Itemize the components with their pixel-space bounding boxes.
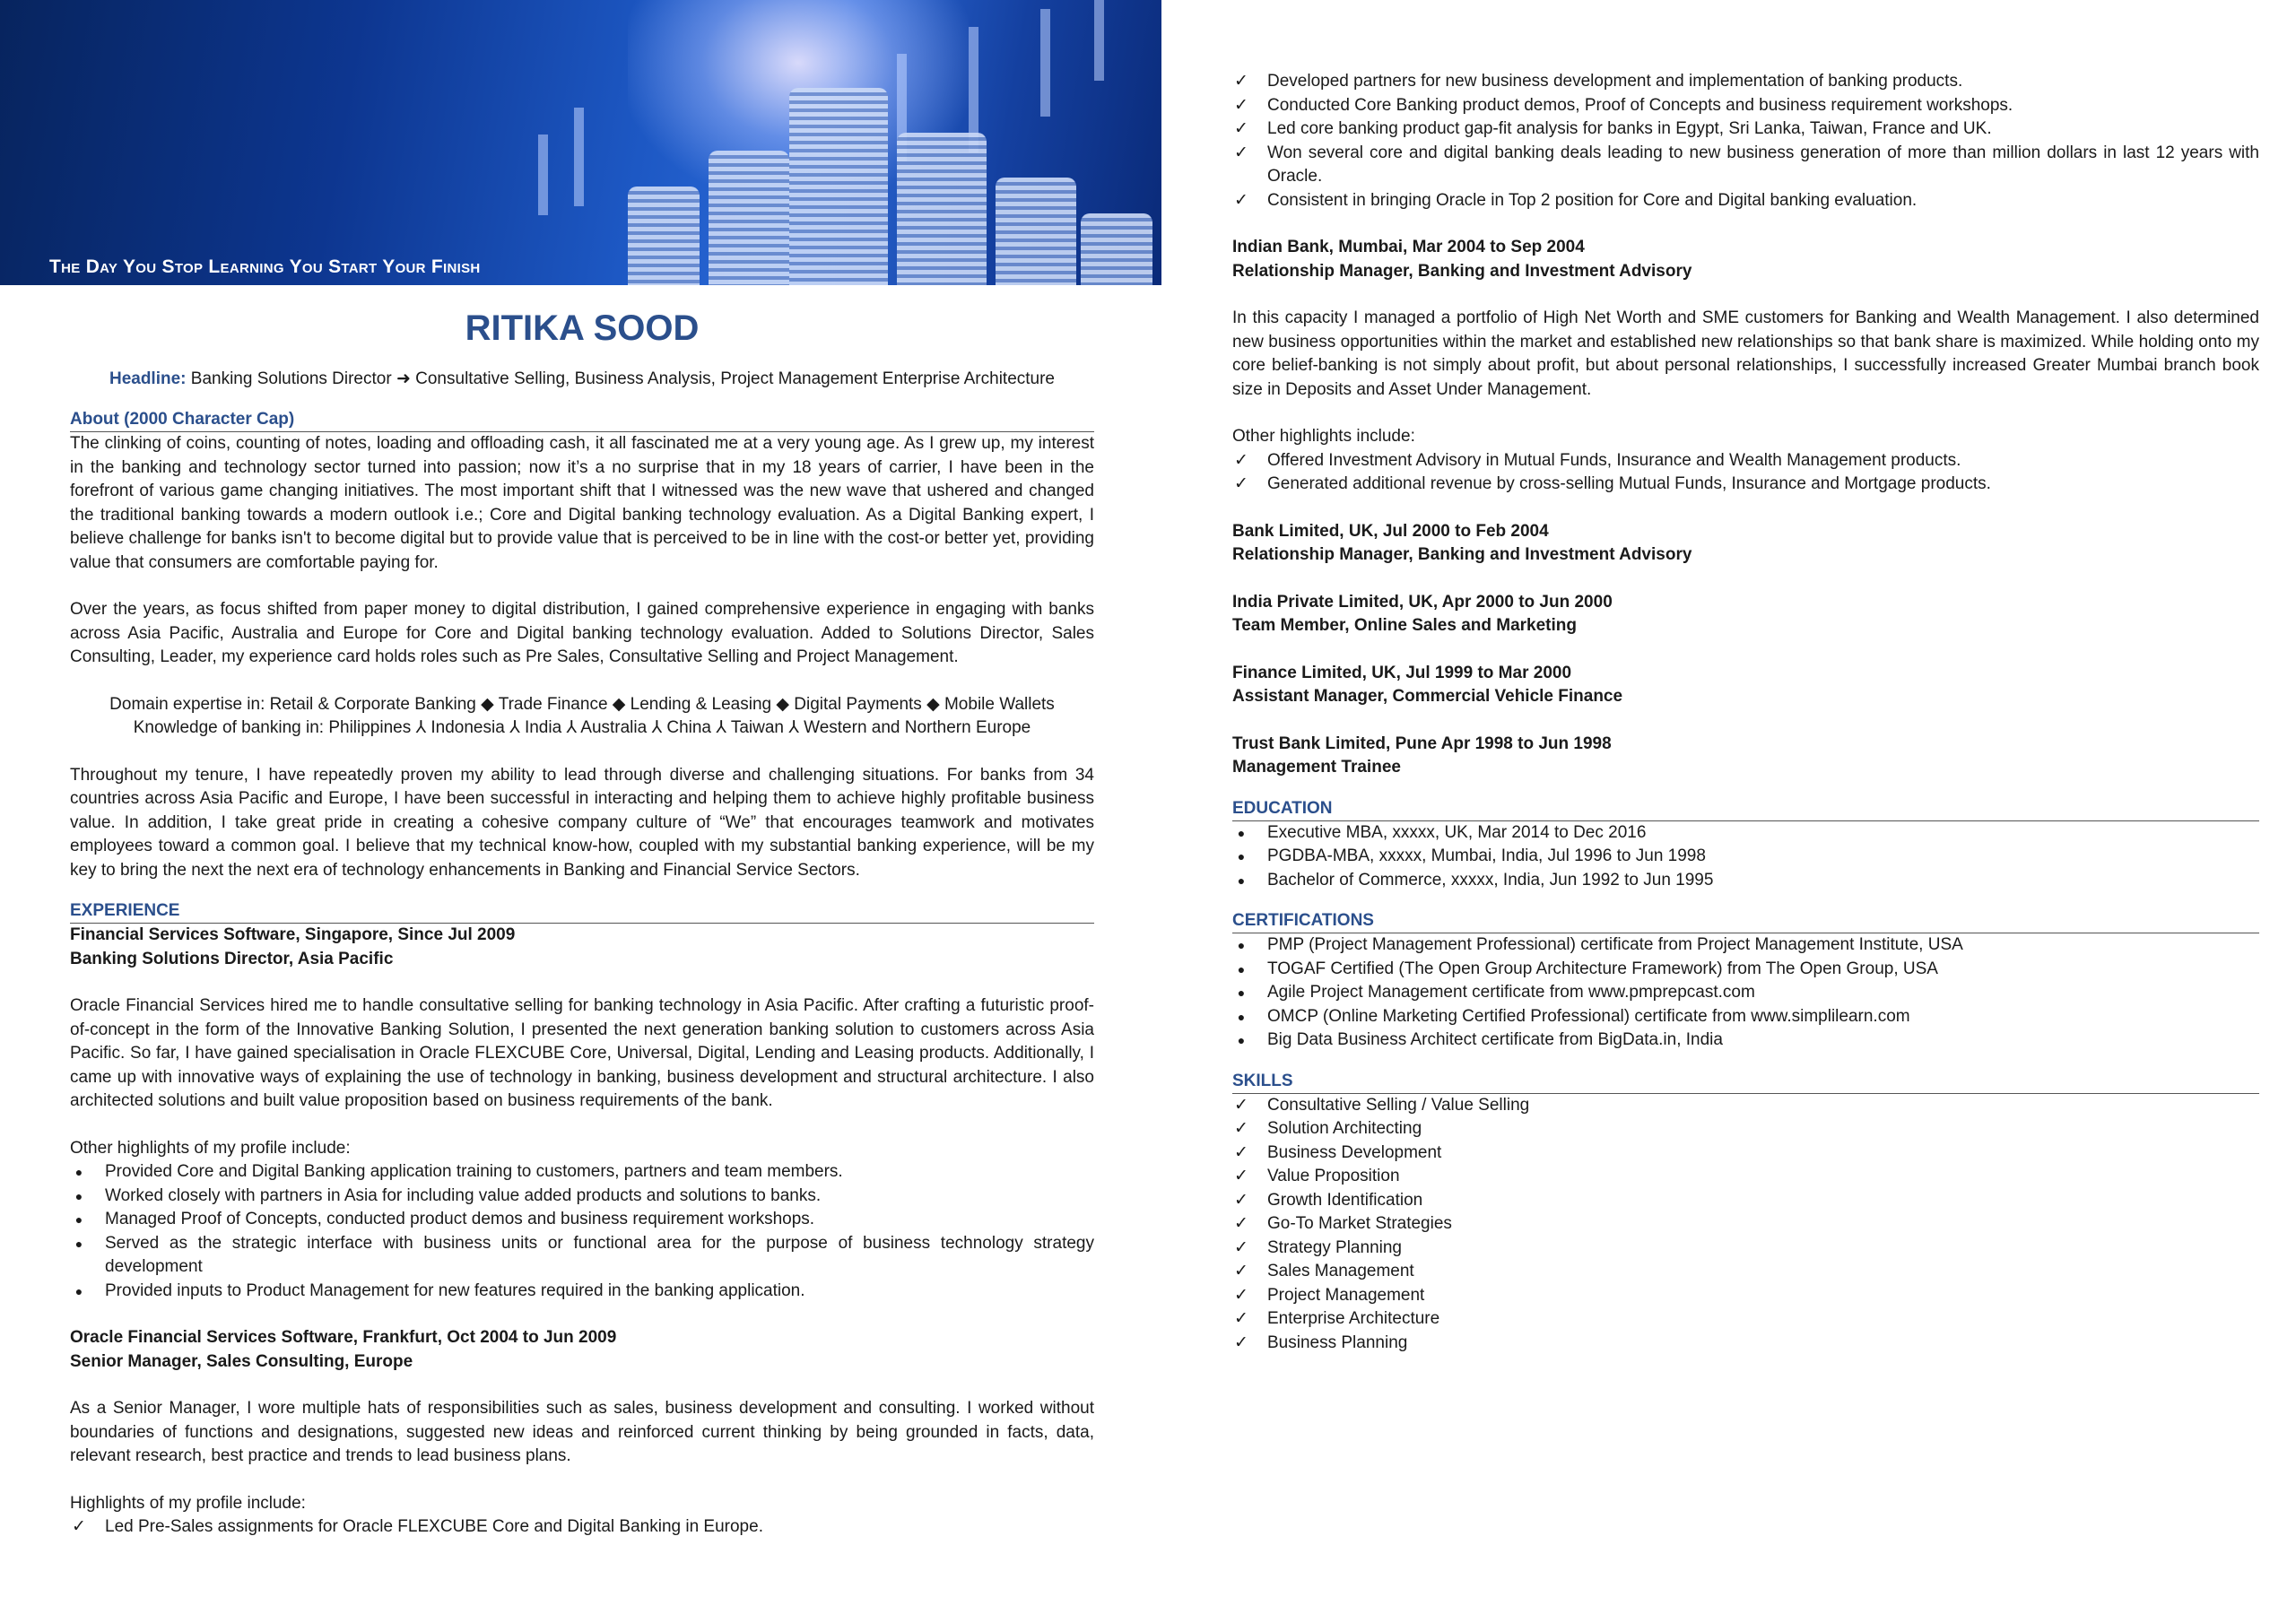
list-item: ● Worked closely with partners in Asia for including value added products and solutions to banks. <box>70 1185 1094 1209</box>
job-role: Relationship Manager, Banking and Investment Advisory <box>1232 261 1692 281</box>
list-item: ● Managed Proof of Concepts, conducted product demos and business requirement workshops. <box>70 1208 1094 1232</box>
banner-coin-stack <box>789 88 888 285</box>
job-highlights-list-continued <box>1232 70 2259 213</box>
banner-candle-bar <box>538 135 548 215</box>
check-icon: ✓ <box>1234 1142 1248 1162</box>
about-paragraph: The clinking of coins, counting of notes, loading and offloading cash, it all fascinated me at a very young age. As I grew up, my interest in the banking and technology sector turned into passion; now it’s a no surprise that in my 18 years of carrier, I have been in the forefront of various game changing initiatives. The most important shift that I witnessed was the new wave that ushered and changed the traditional banking towards a modern outlook i.e.; Core and Digital banking technology evaluation. As a Digital Banking expert, I believe challenge for banks isn't to become digital but to provide value that is perceived to be in line with the cost-or better yet, providing value that consumers are comfortable paying for. <box>70 434 1094 572</box>
check-icon: ✓ <box>1234 1167 1248 1185</box>
list-item: ✓ Led Pre-Sales assignments for Oracle FLEXCUBE Core and Digital Banking in Europe. <box>70 1515 1094 1540</box>
about-paragraph: Throughout my tenure, I have repeatedly proven my ability to lead through diverse and challenging situations. For banks from 34 countries across Asia Pacific and Europe, I have been successful in interacting and helping them to achieve highly profitable business value. In addition, I take great pride in creating a cohesive company culture of “We” that encourages teamwork and motivates employees toward a common goal. I believe that my technical know-how, coupled with my substantial banking experience, will be my key to bring the next the next era of technology enhancements in Banking and Financial Service Sectors. <box>70 765 1094 880</box>
job-role: Banking Solutions Director, Asia Pacific <box>70 949 394 968</box>
bullet-icon: ● <box>1237 849 1246 864</box>
list-item: ✓ Led core banking product gap-fit analysis for banks in Egypt, Sri Lanka, Taiwan, France and UK. <box>1232 117 2259 142</box>
list-item: ● Agile Project Management certificate from www.pmprepcast.com <box>1232 981 2259 1005</box>
skills-list <box>1232 1094 2259 1356</box>
banner-candle-bar <box>1040 9 1050 117</box>
banner-coin-stack <box>628 187 700 285</box>
list-item: ✓ Enterprise Architecture <box>1232 1307 2259 1332</box>
list-item: ● OMCP (Online Marketing Certified Professional) certificate from www.simplilearn.com <box>1232 1005 2259 1029</box>
section-title-experience: EXPERIENCE <box>70 900 1094 924</box>
list-item: ● PGDBA-MBA, xxxxx, Mumbai, India, Jul 1996 to Jun 1998 <box>1232 845 2259 869</box>
list-item: ● Bachelor of Commerce, xxxxx, India, Jun 1992 to Jun 1995 <box>1232 869 2259 893</box>
job-role: Management Trainee <box>1232 758 1401 777</box>
list-item: ● TOGAF Certified (The Open Group Architecture Framework) from The Open Group, USA <box>1232 958 2259 982</box>
check-icon: ✓ <box>1234 474 1248 493</box>
bullet-icon: ● <box>74 1188 83 1203</box>
highlights-intro: Highlights of my profile include: <box>70 1493 306 1513</box>
job-company: India Private Limited, UK, Apr 2000 to Jun 2000 <box>1232 592 1613 612</box>
banner-coin-stack <box>897 133 987 285</box>
list-item: ✓ Conducted Core Banking product demos, Proof of Concepts and business requirement workshops. <box>1232 94 2259 118</box>
banking-knowledge-line: Knowledge of banking in: Philippines ⅄ Indonesia ⅄ India ⅄ Australia ⅄ China ⅄ Taiwan ⅄ Western and Northern Europe <box>133 718 1031 737</box>
section-title-skills: SKILLS <box>1232 1071 2259 1094</box>
section-title-about: About (2000 Character Cap) <box>70 409 1094 432</box>
job-role: Relationship Manager, Banking and Investment Advisory <box>1232 545 1692 564</box>
job-company: Financial Services Software, Singapore, Since Jul 2009 <box>70 925 516 944</box>
list-item: ✓ Strategy Planning <box>1232 1237 2259 1261</box>
education-list <box>1232 821 2259 893</box>
bullet-icon: ● <box>74 1236 83 1251</box>
job-company: Trust Bank Limited, Pune Apr 1998 to Jun 1998 <box>1232 733 1612 753</box>
banner-coin-stack <box>996 178 1076 285</box>
check-icon: ✓ <box>72 1517 86 1536</box>
check-icon: ✓ <box>1234 1190 1248 1210</box>
banner-coin-stack <box>709 151 789 285</box>
about-paragraph: Over the years, as focus shifted from paper money to digital distribution, I gained comprehensive experience in engaging with banks across Asia Pacific, Australia and Europe for Core and Digital banking technology evaluation. Added to Solutions Director, Sales Consulting, Leader, my experience card holds roles such as Pre Sales, Consultative Selling and Project Management. <box>70 600 1094 666</box>
check-icon: ✓ <box>1234 1095 1248 1115</box>
list-item: ● Served as the strategic interface with business units or functional area for the purpose of business technology strategy development <box>70 1232 1094 1280</box>
section-title-certifications: CERTIFICATIONS <box>1232 910 2259 933</box>
list-item: ✓ Consultative Selling / Value Selling <box>1232 1094 2259 1118</box>
list-item: ● Provided Core and Digital Banking application training to customers, partners and team members. <box>70 1160 1094 1185</box>
bullet-icon: ● <box>1237 872 1246 888</box>
bullet-icon: ● <box>1237 1033 1246 1047</box>
check-icon: ✓ <box>1234 1332 1248 1352</box>
headline-text: Banking Solutions Director ➜ Consultative Selling, Business Analysis, Project Management Enterprise Architecture <box>190 369 1056 388</box>
job-description: As a Senior Manager, I wore multiple hats of responsibilities such as sales, business development and consulting. I worked without boundaries of functions and designations, suggested new ideas and reinforced current thinking by being grounded in facts, data, relevant research, best practice and trends to lead business plans. <box>70 1399 1094 1465</box>
list-item: ✓ Solution Architecting <box>1232 1117 2259 1141</box>
job-role: Assistant Manager, Commercial Vehicle Finance <box>1232 687 1623 706</box>
bullet-icon: ● <box>1237 1009 1246 1024</box>
list-item: ● Executive MBA, xxxxx, UK, Mar 2014 to Dec 2016 <box>1232 821 2259 846</box>
list-item: ✓ Business Planning <box>1232 1332 2259 1356</box>
job-role: Team Member, Online Sales and Marketing <box>1232 616 1577 635</box>
banner-candle-bar <box>574 108 584 206</box>
highlights-intro: Other highlights include: <box>1232 427 1415 446</box>
highlights-intro: Other highlights of my profile include: <box>70 1138 351 1158</box>
check-icon: ✓ <box>1234 1262 1248 1280</box>
check-icon: ✓ <box>1234 95 1248 115</box>
list-item: ✓ Business Development <box>1232 1141 2259 1166</box>
bullet-icon: ● <box>74 1165 83 1179</box>
left-column <box>70 296 1094 1540</box>
bullet-icon: ● <box>1237 825 1246 840</box>
header-banner-image <box>0 0 1161 285</box>
list-item: ● PMP (Project Management Professional) certificate from Project Management Institute, USA <box>1232 933 2259 958</box>
check-icon: ✓ <box>1234 119 1248 138</box>
check-icon: ✓ <box>1234 1119 1248 1138</box>
job-company: Finance Limited, UK, Jul 1999 to Mar 2000 <box>1232 663 1572 682</box>
check-icon: ✓ <box>1234 190 1248 210</box>
bullet-icon: ● <box>74 1212 83 1227</box>
job-highlights-list <box>70 1160 1094 1303</box>
job-role: Senior Manager, Sales Consulting, Europe <box>70 1351 413 1371</box>
list-item: ✓ Consistent in bringing Oracle in Top 2 position for Core and Digital banking evaluation. <box>1232 189 2259 213</box>
list-item: ✓ Won several core and digital banking deals leading to new business generation of more than million dollars in last 12 years with Oracle. <box>1232 142 2259 189</box>
job-highlights-list <box>70 1515 1094 1540</box>
list-item: ● Big Data Business Architect certificate from BigData.in, India <box>1232 1028 2259 1053</box>
job-company: Bank Limited, UK, Jul 2000 to Feb 2004 <box>1232 521 1549 541</box>
job-highlights-list <box>1232 449 2259 497</box>
banner-candle-bar <box>1094 0 1104 81</box>
check-icon: ✓ <box>1234 1309 1248 1328</box>
list-item: ✓ Value Proposition <box>1232 1165 2259 1189</box>
job-description: In this capacity I managed a portfolio of High Net Worth and SME customers for Banking and Wealth Management. I also determined new business opportunities within the market and established new relationships so that bank share is maximized. While holding onto my core belief-banking is not simply about profit, but about personal relationships, I successfully increased Greater Mumbai branch book size in Deposits and Asset Under Management. <box>1232 308 2259 399</box>
right-column <box>1232 70 2259 1355</box>
check-icon: ✓ <box>1234 143 1248 162</box>
bullet-icon: ● <box>1237 938 1246 952</box>
job-description: Oracle Financial Services hired me to handle consultative selling for banking technology in Asia Pacific. After crafting a futuristic proof-of-concept in the form of the Innovative Banking Solution, I presented the next generation banking solution to customers across Asia Pacific. So far, I have gained specialisation in Oracle FLEXCUBE Core, Universal, Digital, Lending and Leasing products. Additionally, I came up with innovative ways of explaining the use of technology in banking, business development and structural architecture. I also architected solutions and built value proposition based on business requirements of the bank. <box>70 996 1094 1110</box>
list-item: ✓ Project Management <box>1232 1284 2259 1308</box>
check-icon: ✓ <box>1234 1237 1248 1257</box>
list-item: ● Provided inputs to Product Management for new features required in the banking application. <box>70 1280 1094 1304</box>
check-icon: ✓ <box>1234 450 1248 470</box>
check-icon: ✓ <box>1234 1285 1248 1305</box>
section-title-education: EDUCATION <box>1232 798 2259 821</box>
list-item: ✓ Sales Management <box>1232 1260 2259 1284</box>
job-company: Indian Bank, Mumbai, Mar 2004 to Sep 2004 <box>1232 238 1585 256</box>
bullet-icon: ● <box>1237 961 1246 976</box>
banner-tagline: The Day You Stop Learning You Start Your Finish <box>49 256 481 277</box>
list-item: ✓ Go-To Market Strategies <box>1232 1212 2259 1237</box>
certifications-list <box>1232 933 2259 1053</box>
check-icon: ✓ <box>1234 72 1248 91</box>
candidate-name: RITIKA SOOD <box>465 308 700 348</box>
domain-expertise-line: Domain expertise in: Retail & Corporate Banking ◆ Trade Finance ◆ Lending & Leasing ◆ Digital Payments ◆ Mobile Wallets <box>109 694 1055 714</box>
bullet-icon: ● <box>1237 985 1246 1000</box>
list-item: ✓ Developed partners for new business development and implementation of banking products. <box>1232 70 2259 94</box>
list-item: ✓ Growth Identification <box>1232 1189 2259 1213</box>
list-item: ✓ Generated additional revenue by cross-selling Mutual Funds, Insurance and Mortgage products. <box>1232 473 2259 497</box>
list-item: ✓ Offered Investment Advisory in Mutual Funds, Insurance and Wealth Management products. <box>1232 449 2259 473</box>
banner-coin-stack <box>1081 213 1152 285</box>
headline <box>70 368 1094 391</box>
job-company: Oracle Financial Services Software, Frankfurt, Oct 2004 to Jun 2009 <box>70 1328 617 1347</box>
headline-label: Headline: <box>109 369 187 388</box>
bullet-icon: ● <box>74 1283 83 1298</box>
check-icon: ✓ <box>1234 1214 1248 1233</box>
